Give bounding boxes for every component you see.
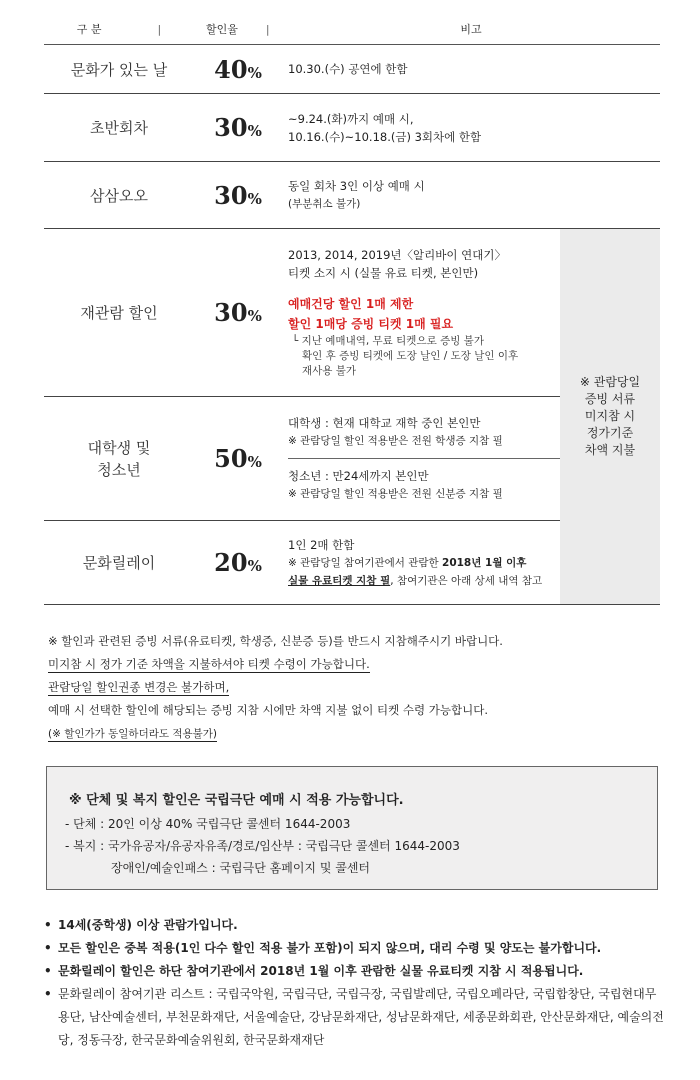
row-note: 동일 회차 3인 이상 예매 시 (부분취소 불가) (282, 162, 660, 229)
row-category: 재관람 할인 (44, 229, 194, 397)
list-item: • 문화릴레이 참여기관 리스트 : 국립국악원, 국립극단, 국립극장, 국립발레단, 국립오페라단, 국립합창단, 국립현대무용단, 남산예술센터, 부천문화재단, 서울예술단, 강남문화재단, 성남문화재단, 세종문화회관, 안산문화재단, 예술의전당, 정동극장, 한국문화예술위원회, 한국문화재재단 (44, 983, 664, 1052)
row-rate: 40% (194, 45, 282, 94)
discount-table (44, 14, 660, 605)
list-item: • 문화릴레이 할인은 하단 참여기관에서 2018년 1월 이후 관람한 실물 유료티켓 지참 시 적용됩니다. (44, 960, 664, 983)
row-rate: 30% (194, 229, 282, 397)
row-note: ~9.24.(화)까지 예매 시, 10.16.(수)~10.18.(금) 3회차에 한함 (282, 94, 660, 162)
row-note: 1인 2매 한함 ※ 관람당일 참여기관에서 관람한 2018년 1월 이후 실물 유료티켓 지참 필, 참여기관은 아래 상세 내역 참고 (282, 521, 560, 605)
row-category: 문화가 있는 날 (44, 45, 194, 94)
divider (288, 458, 560, 459)
box-line: 장애인/예술인패스 : 국립극단 홈페이지 및 콜센터 (111, 861, 370, 875)
limit-warning: 예매건당 할인 1매 제한 (288, 297, 414, 311)
row-category: 문화릴레이 (44, 521, 194, 605)
row-rate: 50% (194, 397, 282, 521)
row-rate: 20% (194, 521, 282, 605)
box-line: - 복지 : 국가유공자/유공자유족/경로/임산부 : 국립극단 콜센터 1644-2003 (65, 839, 460, 853)
row-category: 대학생 및 청소년 (44, 397, 194, 521)
side-note: ※ 관람당일 증빙 서류 미지참 시 정가기준 차액 지불 (560, 229, 660, 605)
header-category: 구 분 | (44, 14, 194, 45)
row-note: 2013, 2014, 2019년〈알리바이 연대기〉 티켓 소지 시 (실물 유료 티켓, 본인만) 예매건당 할인 1매 제한 할인 1매당 증빙 티켓 1매 필요 └ 지난 예매내역, 무료 티켓으로 증빙 불가 확인 후 증빙 티켓에 도장 날인 / 도장 날인 이후 재사용 불가 (282, 229, 560, 397)
row-rate: 30% (194, 94, 282, 162)
notice-text: ※ 할인과 관련된 증빙 서류(유료티켓, 학생증, 신분증 등)를 반드시 지참해주시기 바랍니다. 미지참 시 정가 기준 차액을 지불하셔야 티켓 수령이 가능합니다. 관람당일 할인권종 변경은 불가하며, 예매 시 선택한 할인에 해당되는 증빙 지참 시에만 차액 지불 없이 티켓 수령 가능합니다. (※ 할인가가 동일하더라도 적용불가) (48, 634, 503, 740)
row-category: 삼삼오오 (44, 162, 194, 229)
table-row (44, 45, 660, 94)
group-discount-box (46, 766, 658, 890)
table-row (44, 162, 660, 229)
header-note: 비고 (282, 14, 660, 45)
row-note: 대학생 : 현재 대학교 재학 중인 본인만 ※ 관람당일 할인 적용받은 전원 학생증 지참 필 청소년 : 만24세까지 본인만 ※ 관람당일 할인 적용받은 전원 신분증 지참 필 (282, 397, 560, 521)
box-title: ※ 단체 및 복지 할인은 국립극단 예매 시 적용 가능합니다. (69, 793, 404, 808)
list-item: • 모든 할인은 중복 적용(1인 다수 할인 적용 불가 포함)이 되지 않으며, 대리 수령 및 양도는 불가합니다. (44, 937, 664, 960)
table-row (44, 229, 660, 397)
list-item: • 14세(중학생) 이상 관람가입니다. (44, 914, 664, 937)
row-note: 10.30.(수) 공연에 한함 (282, 45, 660, 94)
row-rate: 30% (194, 162, 282, 229)
table-header (44, 14, 660, 45)
header-rate: 할인율 | (194, 14, 282, 45)
row-category: 초반회차 (44, 94, 194, 162)
bullet-list (44, 914, 664, 1052)
proof-warning: 할인 1매당 증빙 티켓 1매 필요 (288, 317, 454, 331)
table-row (44, 94, 660, 162)
box-line: - 단체 : 20인 이상 40% 국립극단 콜센터 1644-2003 (65, 817, 351, 831)
